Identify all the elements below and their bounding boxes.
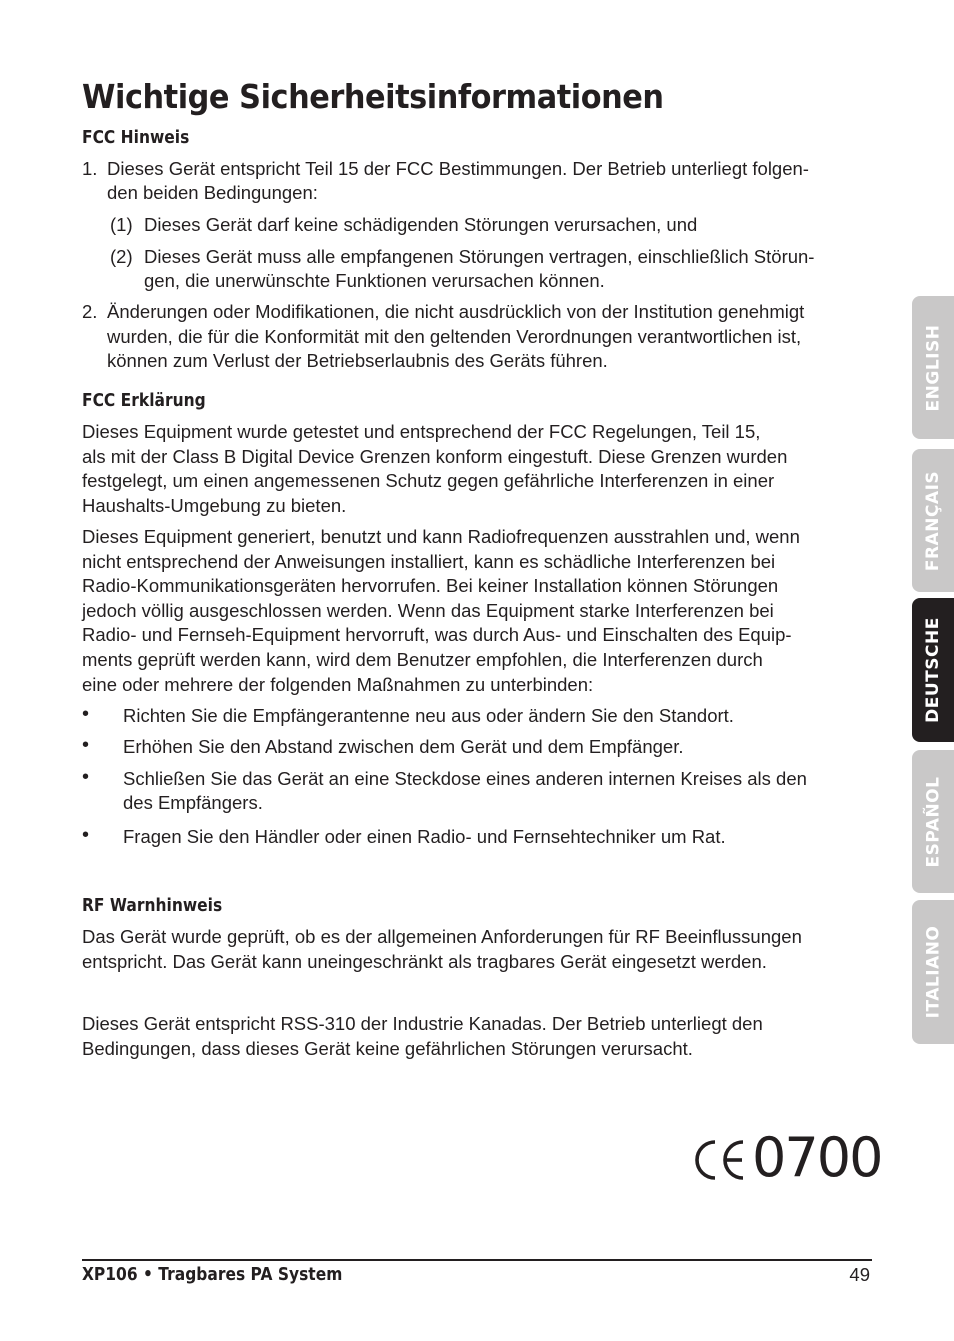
paragraph-line: jedoch völlig ausgeschlossen werden. Wenn das Equipment starke Interferenzen bei (82, 600, 774, 621)
item-text: Dieses Gerät entspricht Teil 15 der FCC Bestimmungen. Der Betrieb unterliegt folgen- (107, 158, 809, 179)
item-number: 2. (82, 301, 98, 322)
bullet-icon: • (82, 824, 90, 846)
paragraph-line: Dieses Equipment generiert, benutzt und kann Radiofrequenzen ausstrahlen und, wenn (82, 526, 800, 547)
sub-item-number: (2) (110, 246, 133, 267)
tab-english[interactable] (912, 296, 954, 439)
bullet-icon: • (82, 766, 90, 788)
tab-italiano[interactable] (912, 900, 954, 1044)
tab-espanol[interactable] (912, 750, 954, 893)
fcc-statement-heading: FCC Erklärung (82, 390, 206, 411)
tab-label: DEUTSCHE (923, 617, 943, 723)
paragraph-line: Dieses Equipment wurde getestet und entsprechend der FCC Regelungen, Teil 15, (82, 421, 761, 442)
bullet-item: Fragen Sie den Händler oder einen Radio- und Fernsehtechniker um Rat. (123, 826, 726, 847)
tab-label: ESPAÑOL (923, 776, 943, 867)
page-number: 49 (849, 1264, 870, 1285)
paragraph-line: eine oder mehrere der folgenden Maßnahmen zu unterbinden: (82, 674, 594, 695)
tab-label: FRANÇAIS (923, 470, 944, 571)
paragraph-line: nicht entsprechend der Anweisungen installiert, kann es schädliche Interferenzen bei (82, 551, 776, 572)
rf-warning-heading: RF Warnhinweis (82, 895, 223, 916)
bullet-icon: • (82, 703, 90, 725)
paragraph-line: festgelegt, um einen angemessenen Schutz gegen gefährliche Interferenzen in einer (82, 470, 775, 491)
ce-logo-icon (686, 1128, 750, 1192)
footer-product-name: XP106 • Tragbares PA System (82, 1264, 343, 1285)
paragraph-line: Das Gerät wurde geprüft, ob es der allgemeinen Anforderungen für RF Beeinflussungen (82, 926, 802, 947)
item-number: 1. (82, 158, 98, 179)
tab-deutsche[interactable] (912, 598, 954, 742)
bullet-icon: • (82, 734, 90, 756)
page-title: Wichtige Sicherheitsinformationen (82, 77, 664, 116)
ce-mark (686, 1126, 882, 1192)
item-text: den beiden Bedingungen: (107, 182, 318, 203)
paragraph-line: Radio-Kommunikationsgeräten hervorrufen. Bei keiner Installation können Störungen (82, 575, 779, 596)
sub-item-text: Dieses Gerät muss alle empfangenen Störungen vertragen, einschließlich Störun- (144, 246, 815, 267)
paragraph-line: entspricht. Das Gerät kann uneingeschränkt als tragbares Gerät eingesetzt werden. (82, 951, 767, 972)
footer-rule (82, 1259, 872, 1261)
paragraph-line: Dieses Gerät entspricht RSS-310 der Industrie Kanadas. Der Betrieb unterliegt den (82, 1013, 763, 1034)
item-text: können zum Verlust der Betriebserlaubnis des Geräts führen. (107, 350, 608, 371)
item-text: Änderungen oder Modifikationen, die nicht ausdrücklich von der Institution genehmigt (107, 301, 805, 322)
ce-notified-body-number: 0700 (752, 1126, 882, 1189)
tab-label: ENGLISH (923, 324, 943, 411)
paragraph-line: Bedingungen, dass dieses Gerät keine gefährlichen Störungen verursacht. (82, 1038, 693, 1059)
paragraph-line: Haushalts-Umgebung zu bieten. (82, 495, 347, 516)
sub-item-number: (1) (110, 214, 133, 235)
paragraph-line: als mit der Class B Digital Device Grenzen konform eingestuft. Diese Grenzen wurden (82, 446, 788, 467)
tab-francais[interactable] (912, 449, 954, 592)
bullet-item: des Empfängers. (123, 792, 263, 813)
fcc-notice-heading: FCC Hinweis (82, 127, 190, 148)
paragraph-line: ments geprüft werden kann, wird dem Benutzer empfohlen, die Interferenzen durch (82, 649, 763, 670)
bullet-item: Erhöhen Sie den Abstand zwischen dem Gerät und dem Empfänger. (123, 736, 684, 757)
tab-label: ITALIANO (923, 925, 944, 1019)
sub-item-text: Dieses Gerät darf keine schädigenden Störungen verursachen, und (144, 214, 698, 235)
bullet-item: Schließen Sie das Gerät an eine Steckdose eines anderen internen Kreises als den (123, 768, 807, 789)
bullet-item: Richten Sie die Empfängerantenne neu aus oder ändern Sie den Standort. (123, 705, 734, 726)
paragraph-line: Radio- und Fernseh-Equipment hervorruft, was durch Aus- und Einschalten des Equip- (82, 624, 792, 645)
item-text: wurden, die für die Konformität mit den geltenden Verordnungen verantwortlichen ist, (107, 326, 802, 347)
sub-item-text: gen, die unerwünschte Funktionen verursachen können. (144, 270, 605, 291)
